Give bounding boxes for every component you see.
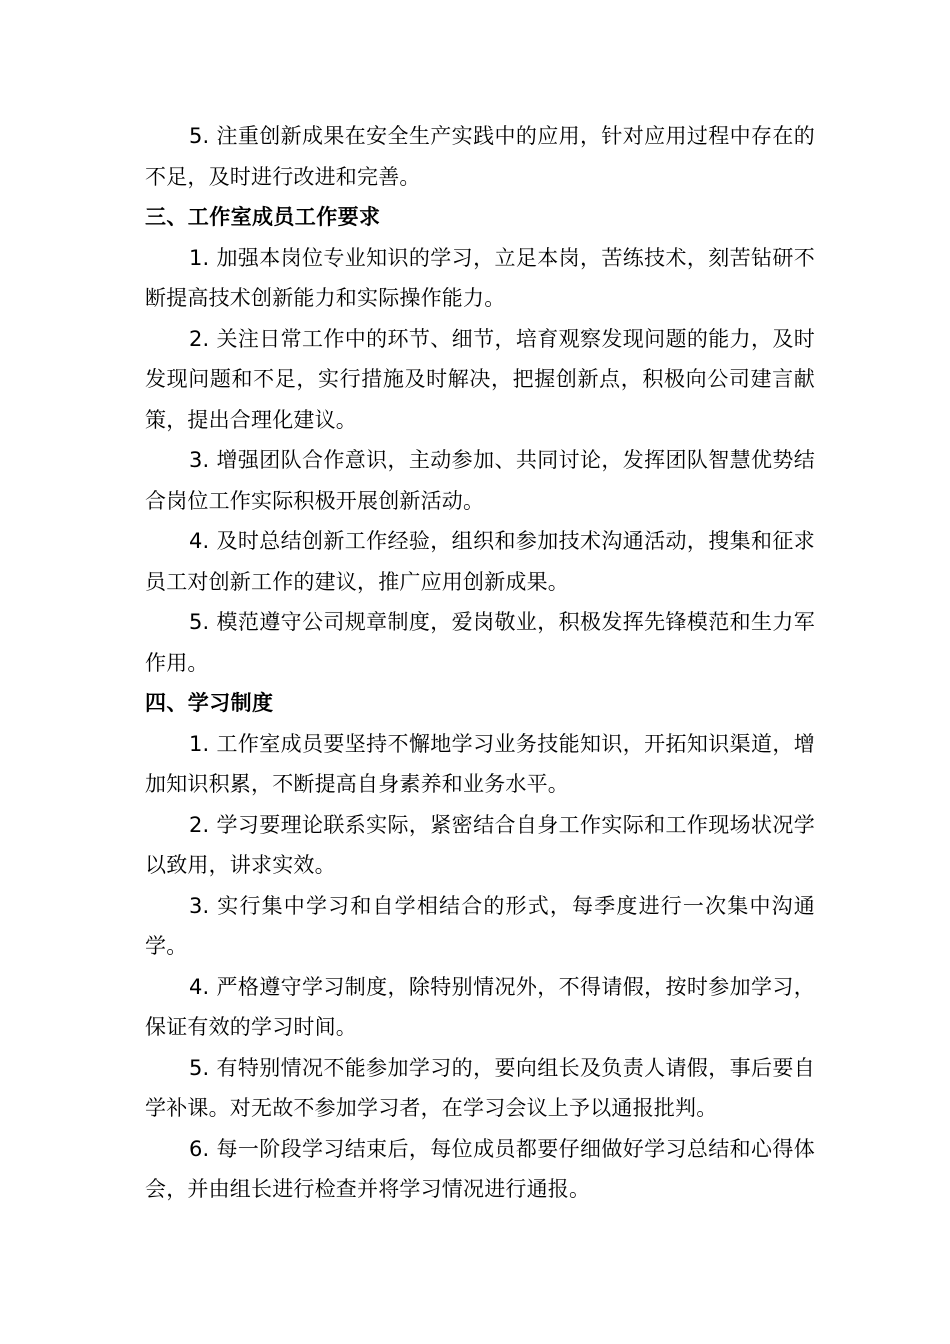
- study-item-2: 2. 学习要理论联系实际，紧密结合自身工作实际和工作现场状况学以致用，讲求实效。: [145, 812, 815, 877]
- section-heading-study-system: 四、学习制度: [145, 691, 274, 715]
- requirement-item-5: 5. 模范遵守公司规章制度，爱岗敬业，积极发挥先锋模范和生力军作用。: [145, 610, 815, 675]
- document-body: [145, 116, 815, 1210]
- study-item-4: 4. 严格遵守学习制度，除特别情况外，不得请假，按时参加学习，保证有效的学习时间。: [145, 974, 815, 1039]
- requirement-item-3: 3. 增强团队合作意识，主动参加、共同讨论，发挥团队智慧优势结合岗位工作实际积极开展创新活动。: [145, 448, 815, 513]
- study-item-5: 5. 有特别情况不能参加学习的，要向组长及负责人请假，事后要自学补课。对无故不参加学习者，在学习会议上予以通报批判。: [145, 1055, 815, 1120]
- requirement-item-1: 1. 加强本岗位专业知识的学习，立足本岗，苦练技术，刻苦钻研不断提高技术创新能力和实际操作能力。: [145, 245, 815, 310]
- requirement-item-2: 2. 关注日常工作中的环节、细节，培育观察发现问题的能力，及时发现问题和不足，实行措施及时解决，把握创新点，积极向公司建言献策，提出合理化建议。: [145, 326, 815, 432]
- study-item-6: 6. 每一阶段学习结束后，每位成员都要仔细做好学习总结和心得体会，并由组长进行检查并将学习情况进行通报。: [145, 1136, 815, 1201]
- section-heading-member-requirements: 三、工作室成员工作要求: [145, 205, 381, 229]
- study-item-1: 1. 工作室成员要坚持不懈地学习业务技能知识，开拓知识渠道，增加知识积累，不断提高自身素养和业务水平。: [145, 731, 815, 796]
- study-item-3: 3. 实行集中学习和自学相结合的形式，每季度进行一次集中沟通学。: [145, 893, 815, 958]
- item-5-innovation-application: 5. 注重创新成果在安全生产实践中的应用，针对应用过程中存在的不足，及时进行改进和完善。: [145, 124, 815, 189]
- requirement-item-4: 4. 及时总结创新工作经验，组织和参加技术沟通活动，搜集和征求员工对创新工作的建议，推广应用创新成果。: [145, 529, 815, 594]
